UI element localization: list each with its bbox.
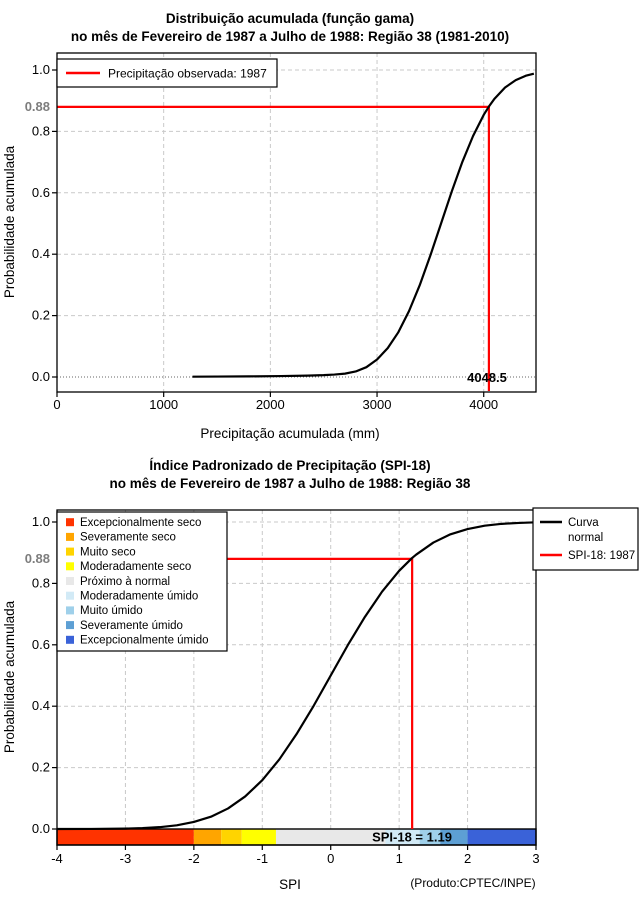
chart1-gamma-curve <box>192 74 533 377</box>
chart1-x-tick: 3000 <box>362 397 392 412</box>
chart1-legend-label: Precipitação observada: 1987 <box>108 66 267 81</box>
chart1-y-tick: 1.0 <box>31 62 50 77</box>
category-swatch <box>66 548 74 556</box>
category-label: Severamente úmido <box>80 619 183 632</box>
category-label: Próximo à normal <box>80 575 171 588</box>
category-swatch <box>66 562 74 570</box>
chart1-y-axis-title: Probabilidade acumulada <box>2 145 17 299</box>
category-swatch <box>66 636 74 644</box>
category-label: Moderadamente seco <box>80 561 192 574</box>
chart1-title-line1: Distribuição acumulada (função gama) <box>165 11 415 26</box>
chart1-y-tick: 0.0 <box>31 369 50 384</box>
category-swatch <box>66 621 74 629</box>
colorbar-band <box>194 829 221 845</box>
chart2-x-tick: 1 <box>395 851 403 866</box>
chart2-x-tick: -1 <box>256 851 269 866</box>
chart1-x-tick: 4000 <box>469 397 499 412</box>
chart2-y-tick: 1.0 <box>31 514 50 529</box>
chart2-x-tick: -3 <box>119 851 132 866</box>
category-swatch <box>66 592 74 600</box>
chart2-x-tick: 2 <box>463 851 472 866</box>
colorbar-band <box>242 829 276 845</box>
category-swatch <box>66 577 74 585</box>
category-label: Excepcionalmente úmido <box>80 634 209 647</box>
chart1-y-tick: 0.6 <box>31 184 50 200</box>
chart2-y-tick: 0.2 <box>31 759 50 775</box>
spi-value-label: SPI-18 = 1.19 <box>372 829 452 845</box>
chart1-title-line2: no mês de Fevereiro de 1987 a Julho de 1988: Região 38 (1981-2010) <box>70 29 510 44</box>
chart1-y-tick: 0.4 <box>31 246 50 262</box>
category-label: Moderadamente úmido <box>80 590 199 603</box>
chart2-title-line1: Índice Padronizado de Precipitação (SPI-18) <box>149 458 431 473</box>
category-swatch <box>66 606 74 614</box>
chart1-x-axis-title: Precipitação acumulada (mm) <box>200 426 380 441</box>
chart1-precipitation-value-label: 4048.5 <box>467 370 507 385</box>
chart1-x-tick: 2000 <box>255 397 285 412</box>
chart2-probability-marker-label: 0.88 <box>24 551 50 566</box>
chart2-x-tick: -4 <box>51 851 63 866</box>
spi-category-colorbar <box>57 829 536 845</box>
chart1-y-tick: 0.2 <box>31 307 50 323</box>
product-credit: (Produto:CPTEC/INPE) <box>410 876 536 890</box>
category-label: Severamente seco <box>80 531 176 544</box>
chart1-legend <box>57 59 277 87</box>
chart1-x-tick: 1000 <box>149 397 179 412</box>
category-label: Muito seco <box>80 546 136 559</box>
curves-legend-spi-label: SPI-18: 1987 <box>568 550 636 562</box>
category-label: Muito úmido <box>80 605 143 618</box>
colorbar-band <box>468 829 536 845</box>
category-swatch <box>66 518 74 526</box>
chart2-x-tick: -2 <box>188 851 200 866</box>
chart1-plot-box <box>57 53 536 392</box>
curves-legend-label-line2: normal <box>568 532 604 544</box>
gamma-cdf-chart <box>2 11 536 441</box>
chart1-observed-marker-lines <box>57 107 489 391</box>
chart1-x-tick: 0 <box>53 397 61 412</box>
chart2-y-tick: 0.8 <box>31 575 50 591</box>
curves-legend <box>533 508 638 570</box>
category-label: Excepcionalmente seco <box>80 517 202 529</box>
colorbar-band <box>276 829 385 845</box>
category-swatch <box>66 533 74 541</box>
chart2-y-axis-title: Probabilidade acumulada <box>2 600 17 754</box>
marker-polyline <box>57 107 489 391</box>
chart1-tick-marks <box>52 70 484 397</box>
chart2-y-tick: 0.0 <box>31 821 50 836</box>
curves-legend-label-line1: Curva <box>568 517 599 529</box>
chart2-x-axis-title: SPI <box>279 877 301 892</box>
chart1-gridlines <box>57 53 536 392</box>
colorbar-band <box>57 829 194 845</box>
chart2-title-line2: no mês de Fevereiro de 1987 a Julho de 1988: Região 38 <box>109 476 471 491</box>
cdf-curve <box>192 74 533 377</box>
chart2-x-tick: 3 <box>532 851 540 866</box>
spi-categories-legend <box>57 512 227 651</box>
chart2-x-tick: 0 <box>327 851 335 866</box>
chart1-probability-marker-label: 0.88 <box>24 99 50 114</box>
spi-chart <box>2 458 638 892</box>
chart1-y-tick: 0.8 <box>31 123 50 139</box>
colorbar-band <box>221 829 242 845</box>
chart2-y-tick: 0.6 <box>31 636 50 652</box>
chart2-y-tick: 0.4 <box>31 698 50 714</box>
